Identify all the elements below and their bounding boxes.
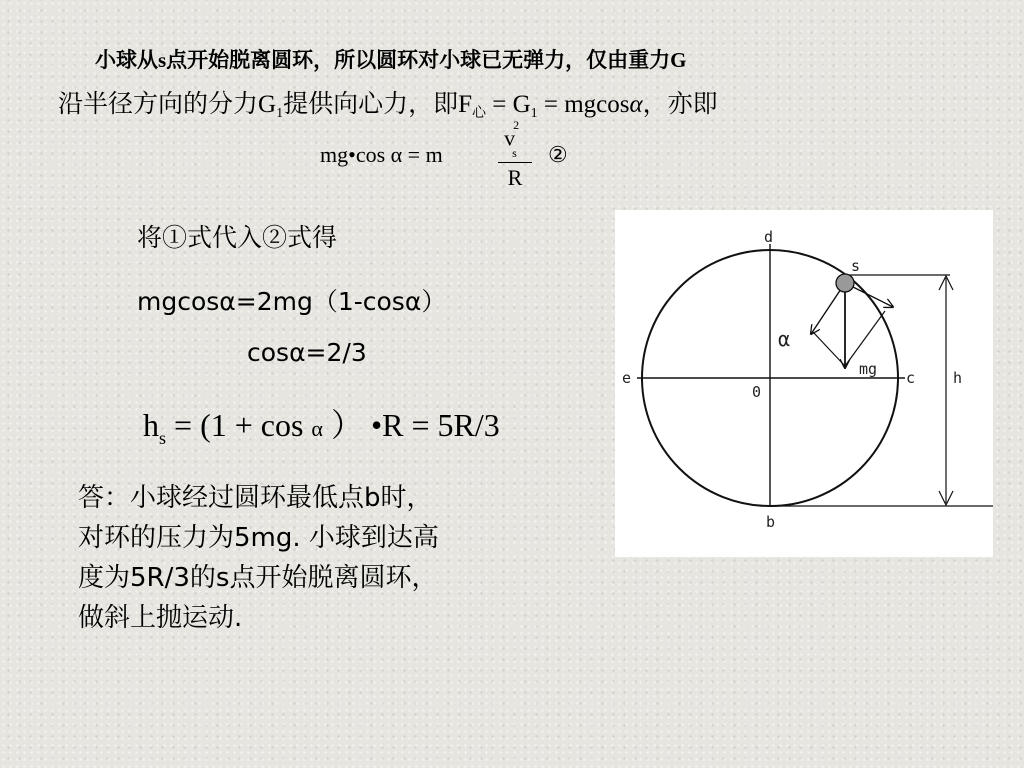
label-h: h bbox=[953, 369, 963, 387]
label-alpha: α bbox=[778, 327, 791, 351]
substitution-line: 将①式代入②式得 bbox=[137, 225, 338, 252]
velocity-exponent: 2 bbox=[513, 118, 520, 132]
label-mg: mg bbox=[859, 360, 878, 378]
subscript-heart: 心 bbox=[471, 106, 486, 121]
answer-line: 做斜上抛运动. bbox=[78, 603, 243, 633]
velocity-subscript: s bbox=[512, 145, 517, 160]
equation-2-lhs: mg•cos α = m bbox=[320, 142, 443, 167]
circle-diagram-svg bbox=[615, 210, 993, 557]
label-c: c bbox=[906, 369, 916, 387]
height-end: ） •R = 5R/3 bbox=[322, 407, 500, 443]
intro-text-d: = mgcos bbox=[537, 91, 630, 118]
height-equation bbox=[143, 400, 500, 449]
label-d: d bbox=[764, 228, 774, 246]
equation-4: cosα=2/3 bbox=[247, 338, 367, 367]
intro-text-e: ，亦即 bbox=[642, 91, 718, 118]
intro-text-a: 沿半径方向的分力G bbox=[58, 91, 277, 118]
alpha-symbol: α bbox=[629, 91, 643, 118]
answer-paragraph bbox=[78, 478, 598, 638]
label-e: e bbox=[622, 369, 632, 387]
equation-3: mgcosα=2mg（1-cosα） bbox=[137, 287, 447, 316]
equation-2-marker: ② bbox=[548, 142, 568, 167]
height-alpha: α bbox=[311, 416, 323, 441]
label-s: s bbox=[851, 257, 861, 275]
subscript-1b: 1 bbox=[530, 106, 538, 121]
answer-line: 度为5R/3的s点开始脱离圆环， bbox=[78, 563, 438, 593]
height-h: h bbox=[143, 407, 159, 443]
answer-line: 答：小球经过圆环最低点b时， bbox=[78, 483, 433, 513]
equation-2-fraction bbox=[498, 120, 532, 193]
fraction-denominator: R bbox=[507, 164, 523, 190]
circle-diagram bbox=[615, 210, 993, 557]
subscript-1: 1 bbox=[276, 106, 284, 121]
answer-line: 对环的压力为5mg. 小球到达高 bbox=[78, 523, 439, 553]
intro-text-line-1: 小球从s点开始脱离圆环，所以圆环对小球已无弹力，仅由重力G bbox=[95, 48, 687, 72]
parallelogram-side-2 bbox=[845, 311, 885, 366]
parallelogram-side-1 bbox=[813, 332, 845, 366]
label-origin: 0 bbox=[752, 383, 762, 401]
height-subscript: s bbox=[159, 428, 167, 448]
intro-text-line-2 bbox=[58, 84, 718, 122]
label-b: b bbox=[766, 513, 776, 531]
fraction-numerator bbox=[498, 120, 532, 163]
intro-text-b: 提供向心力，即F bbox=[283, 91, 472, 118]
velocity-v: v bbox=[504, 125, 516, 151]
intro-text-c: = G bbox=[485, 91, 531, 118]
ball bbox=[836, 274, 854, 292]
height-mid: = (1 + cos bbox=[166, 407, 312, 443]
